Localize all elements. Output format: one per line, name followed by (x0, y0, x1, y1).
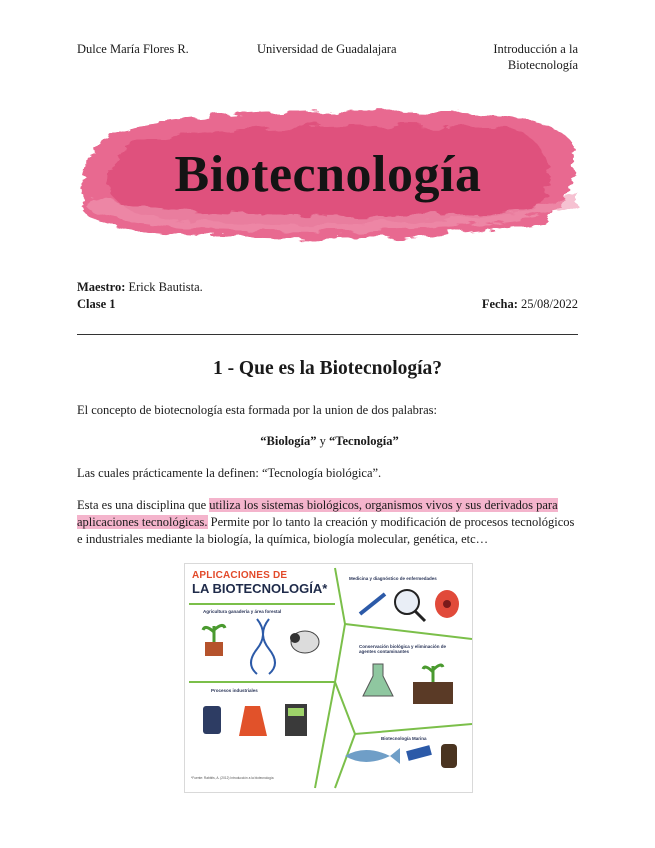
infographic-title-line2: LA BIOTECNOLOGÍA* (192, 581, 328, 596)
dna-icon (251, 619, 275, 674)
header-course-line1: Introducción a la (493, 42, 578, 56)
section-industriales: Procesos industriales (211, 688, 258, 693)
infographic-title-line1: APLICACIONES DE (192, 570, 288, 581)
discipline-pre: Esta es una disciplina que (77, 498, 210, 512)
magnifier-icon (395, 590, 419, 614)
infographic-source: *Fuente: Rabbits, A. (2012) Introducción a la biotecnología (191, 776, 274, 780)
page-title: Biotecnología (174, 146, 482, 203)
word-and: y (319, 434, 326, 448)
plant-icon (203, 625, 225, 642)
pot-icon (205, 642, 223, 656)
tube-icon (406, 745, 432, 761)
word-biologia: “Biología” (260, 434, 317, 448)
date-label: Fecha: (481, 297, 518, 311)
fish-icon (345, 748, 400, 764)
infographic-image (184, 563, 473, 793)
paragraph-discipline (77, 497, 582, 548)
jar-icon (203, 706, 221, 734)
horizontal-divider (77, 334, 578, 335)
date-value: 25/08/2022 (521, 297, 578, 311)
title-banner (72, 102, 584, 247)
paragraph-definition: Las cuales prácticamente la definen: “Tecnología biológica”. (77, 466, 382, 480)
highlighted-text: utiliza los sistemas biológicos, organismos vivos y sus derivados para aplicaciones tecnológicas. (77, 498, 558, 529)
jacket-icon (239, 706, 267, 736)
section-conservacion: Conservación biológica y eliminación de agentes contaminantes (359, 644, 447, 654)
header-university: Universidad de Guadalajara (257, 42, 397, 56)
teacher-name: Erick Bautista. (128, 280, 203, 294)
section-heading: 1 - Que es la Biotecnología? (212, 358, 443, 379)
section-agri: Agricultura ganadería y área forestal (203, 609, 282, 614)
header-author: Dulce María Flores R. (77, 42, 189, 56)
header-course-line2: Biotecnología (507, 58, 578, 72)
paragraph-intro: El concepto de biotecnología esta formada por la union de dos palabras: (77, 403, 437, 417)
key-words-line (77, 433, 582, 450)
log-icon (441, 744, 457, 768)
teacher-label: Maestro: (77, 280, 126, 294)
word-tecnologia: “Tecnología” (329, 434, 399, 448)
discipline-post: Permite por lo tanto la creación y modificación de procesos tecnológicos e industriales mediante la biología, la química, biología molecular, genética, etc… (77, 515, 575, 546)
section-medicina: Medicina y diagnóstico de enfermedades (349, 576, 437, 581)
date-line (380, 296, 578, 312)
section-marina: Biotecnología Marina (381, 736, 427, 741)
soil-icon (413, 682, 453, 704)
teacher-line (77, 279, 203, 295)
flask-icon (363, 664, 393, 696)
syringe-icon (360, 594, 385, 614)
infographic-graphics (185, 564, 472, 792)
class-label: Clase 1 (77, 297, 116, 311)
header-course (470, 41, 578, 73)
